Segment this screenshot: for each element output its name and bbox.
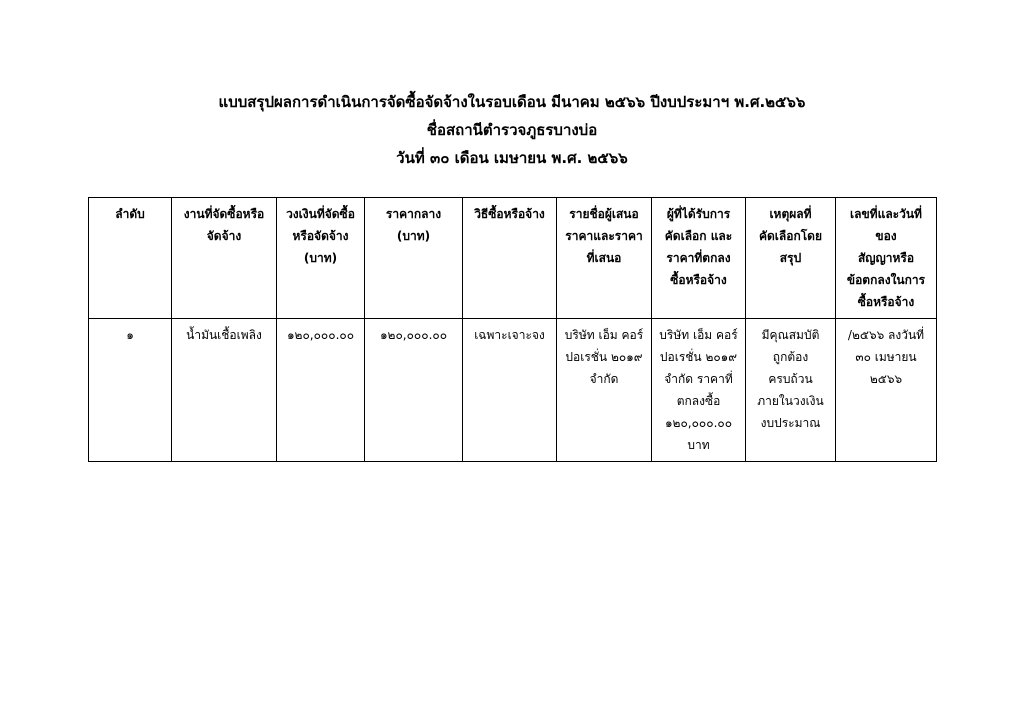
selection-reason-cell: มีคุณสมบัติ ถูกต้อง ครบถ้วน ภายในวงเงิน งบประมาณ [746, 319, 836, 462]
selected-vendor-cell: บริษัท เอ็ม คอร์ ปอเรชั่น ๒๐๑๙ จำกัด ราคาที่ ตกลงซื้อ ๑๒๐,๐๐๐.๐๐ บาท [652, 319, 746, 462]
procurement-summary-table [88, 197, 937, 462]
header-cell: วงเงินที่จัดซื้อ หรือจัดจ้าง (บาท) [277, 198, 365, 319]
row-number-cell: ๑ [89, 319, 172, 462]
header-cell: ลำดับ [89, 198, 172, 319]
header-cell: ผู้ที่ได้รับการ คัดเลือก และ ราคาที่ตกลง ซื้อหรือจ้าง [652, 198, 746, 319]
report-title: แบบสรุปผลการดำเนินการจัดซื้อจัดจ้างในรอบเดือน มีนาคม ๒๕๖๖ ปีงบประมาฯ พ.ศ.๒๕๖๖ [218, 93, 806, 111]
budget-amount-cell: ๑๒๐,๐๐๐.๐๐ [277, 319, 365, 462]
header-cell: ราคากลาง (บาท) [365, 198, 463, 319]
procurement-method-cell: เฉพาะเจาะจง [463, 319, 557, 462]
station-name: ชื่อสถานีตำรวจภูธรบางบ่อ [426, 121, 598, 139]
procurement-item-cell: น้ำมันเชื้อเพลิง [172, 319, 277, 462]
header-cell: เหตุผลที่ คัดเลือกโดย สรุป [746, 198, 836, 319]
reference-price-cell: ๑๒๐,๐๐๐.๐๐ [365, 319, 463, 462]
table-header-row [89, 198, 937, 319]
header-cell: วิธีซื้อหรือจ้าง [463, 198, 557, 319]
header-cell: เลขที่และวันที่ ของ สัญญาหรือ ข้อตกลงในการ ซื้อหรือจ้าง [836, 198, 937, 319]
contract-number-cell: /๒๕๖๖ ลงวันที่ ๓๐ เมษายน ๒๕๖๖ [836, 319, 937, 462]
report-date: วันที่ ๓๐ เดือน เมษายน พ.ศ. ๒๕๖๖ [396, 149, 628, 167]
header-cell: รายชื่อผู้เสนอ ราคาและราคา ที่เสนอ [557, 198, 652, 319]
bidders-cell: บริษัท เอ็ม คอร์ ปอเรชั่น ๒๐๑๙ จำกัด [557, 319, 652, 462]
table-row [89, 319, 937, 462]
header-cell: งานที่จัดซื้อหรือ จัดจ้าง [172, 198, 277, 319]
